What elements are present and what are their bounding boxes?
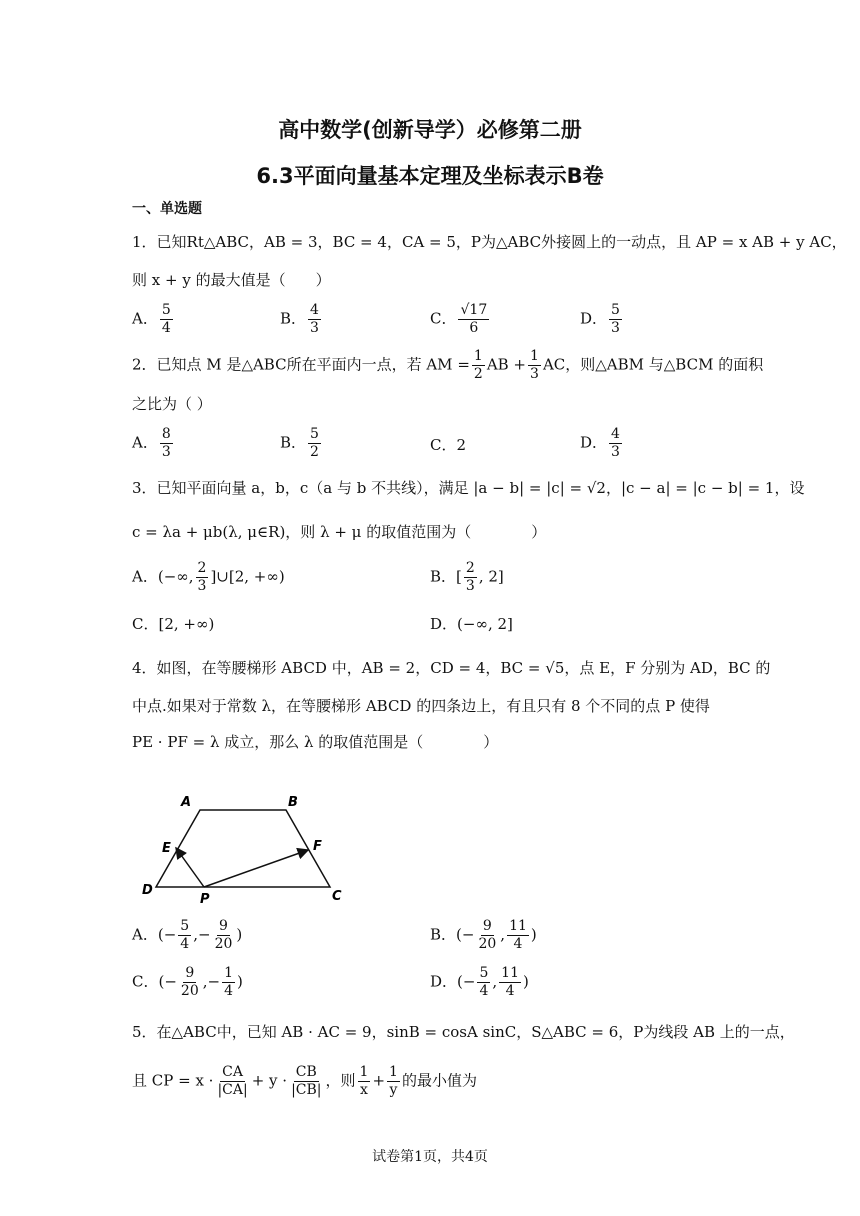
question-1-line-2: 则 x + y 的最大值是（ ） bbox=[132, 271, 331, 289]
question-4-option-a: A．(− $\frac{5}{4}$ ,− $\frac{9}{20}$ ) bbox=[132, 918, 243, 952]
question-4-line-1: 4．如图，在等腰梯形 ABCD 中，AB = 2，CD = 4，BC = √5，点 E，F 分别为 AD，BC 的 bbox=[132, 659, 771, 677]
question-2-option-c: C．2 bbox=[430, 436, 467, 454]
question-3-line-2: c = λa + μb(λ, μ∈R)，则 λ + μ 的取值范围为（ ） bbox=[132, 523, 547, 541]
vector-pe bbox=[176, 848, 204, 887]
question-4-option-d: D．(− $\frac{5}{4}$ , $\frac{11}{4}$ ) bbox=[430, 965, 529, 999]
label-a: A bbox=[181, 795, 192, 810]
question-4-line-3: PE · PF = λ 成立，那么 λ 的取值范围是（ ） bbox=[132, 733, 499, 751]
question-2-line-1: 2．已知点 M 是△ABC所在平面内一点，若 AM = $\frac{1}{2}$ AB + $\frac{1}{3}$ AC，则△ABM 与△BCM 的面积 bbox=[132, 348, 764, 382]
label-d: D bbox=[142, 883, 153, 898]
question-1-line-1: 1．已知Rt△ABC，AB = 3，BC = 4，CA = 5，P为△ABC外接圆上的一动点，且 AP = x AB + y AC， bbox=[132, 233, 847, 251]
question-5-line-1: 5．在△ABC中，已知 AB · AC = 9，sinB = cosA sinC，S△ABC = 6，P为线段 AB 上的一点， bbox=[132, 1023, 795, 1041]
page-footer: 试卷第1页，共4页 bbox=[372, 1149, 488, 1165]
question-4-option-c: C．(− $\frac{9}{20}$ ,− $\frac{1}{4}$ ) bbox=[132, 965, 243, 999]
question-2-option-d: D． $\frac{4}{3}$ bbox=[580, 426, 620, 460]
question-4-line-2: 中点.如果对于常数 λ，在等腰梯形 ABCD 的四条边上，有且只有 8 个不同的点 P 使得 bbox=[132, 697, 710, 715]
trapezoid-figure bbox=[136, 790, 356, 910]
question-1-option-d: D． $\frac{5}{3}$ bbox=[580, 302, 620, 336]
label-b: B bbox=[288, 795, 298, 810]
trapezoid-outline bbox=[156, 810, 330, 887]
label-p: P bbox=[200, 892, 210, 907]
question-3-option-d: D．(−∞, 2] bbox=[430, 615, 513, 633]
label-f: F bbox=[313, 839, 322, 854]
question-2-line-2: 之比为（ ） bbox=[132, 395, 212, 413]
question-3-option-c: C．[2, +∞) bbox=[132, 615, 215, 633]
document-title: 高中数学(创新导学）必修第二册 bbox=[278, 118, 582, 142]
question-1-option-c: C． $\frac{√17}{6}$ bbox=[430, 302, 488, 336]
question-3-line-1: 3．已知平面向量 a，b，c（a 与 b 不共线），满足 |a − b| = |c| = √2，|c − a| = |c − b| = 1，设 bbox=[132, 479, 805, 497]
section-heading: 一、单选题 bbox=[132, 201, 202, 217]
question-3-option-b: B．[ $\frac{2}{3}$ , 2] bbox=[430, 560, 504, 594]
label-c: C bbox=[332, 889, 342, 904]
question-4-option-b: B．(− $\frac{9}{20}$ , $\frac{11}{4}$ ) bbox=[430, 918, 537, 952]
question-1-option-a: A． $\frac{5}{4}$ bbox=[132, 302, 171, 336]
question-3-option-a: A．(−∞, $\frac{2}{3}$ ]∪[2, +∞) bbox=[132, 560, 285, 594]
label-e: E bbox=[162, 841, 171, 856]
question-5-line-2: 且 CP = x · $\frac{CA}{|CA|}$ + y · $\frac{CB}{|CB|}$ ，则 $\frac{1}{x}$ + $\frac{1}{y}$ 的最小值为 bbox=[132, 1064, 477, 1098]
document-subtitle: 6.3平面向量基本定理及坐标表示B卷 bbox=[256, 164, 604, 188]
question-1-option-b: B． $\frac{4}{3}$ bbox=[280, 302, 319, 336]
vector-pf bbox=[204, 850, 308, 887]
question-2-option-b: B． $\frac{5}{2}$ bbox=[280, 426, 319, 460]
question-2-option-a: A． $\frac{8}{3}$ bbox=[132, 426, 171, 460]
